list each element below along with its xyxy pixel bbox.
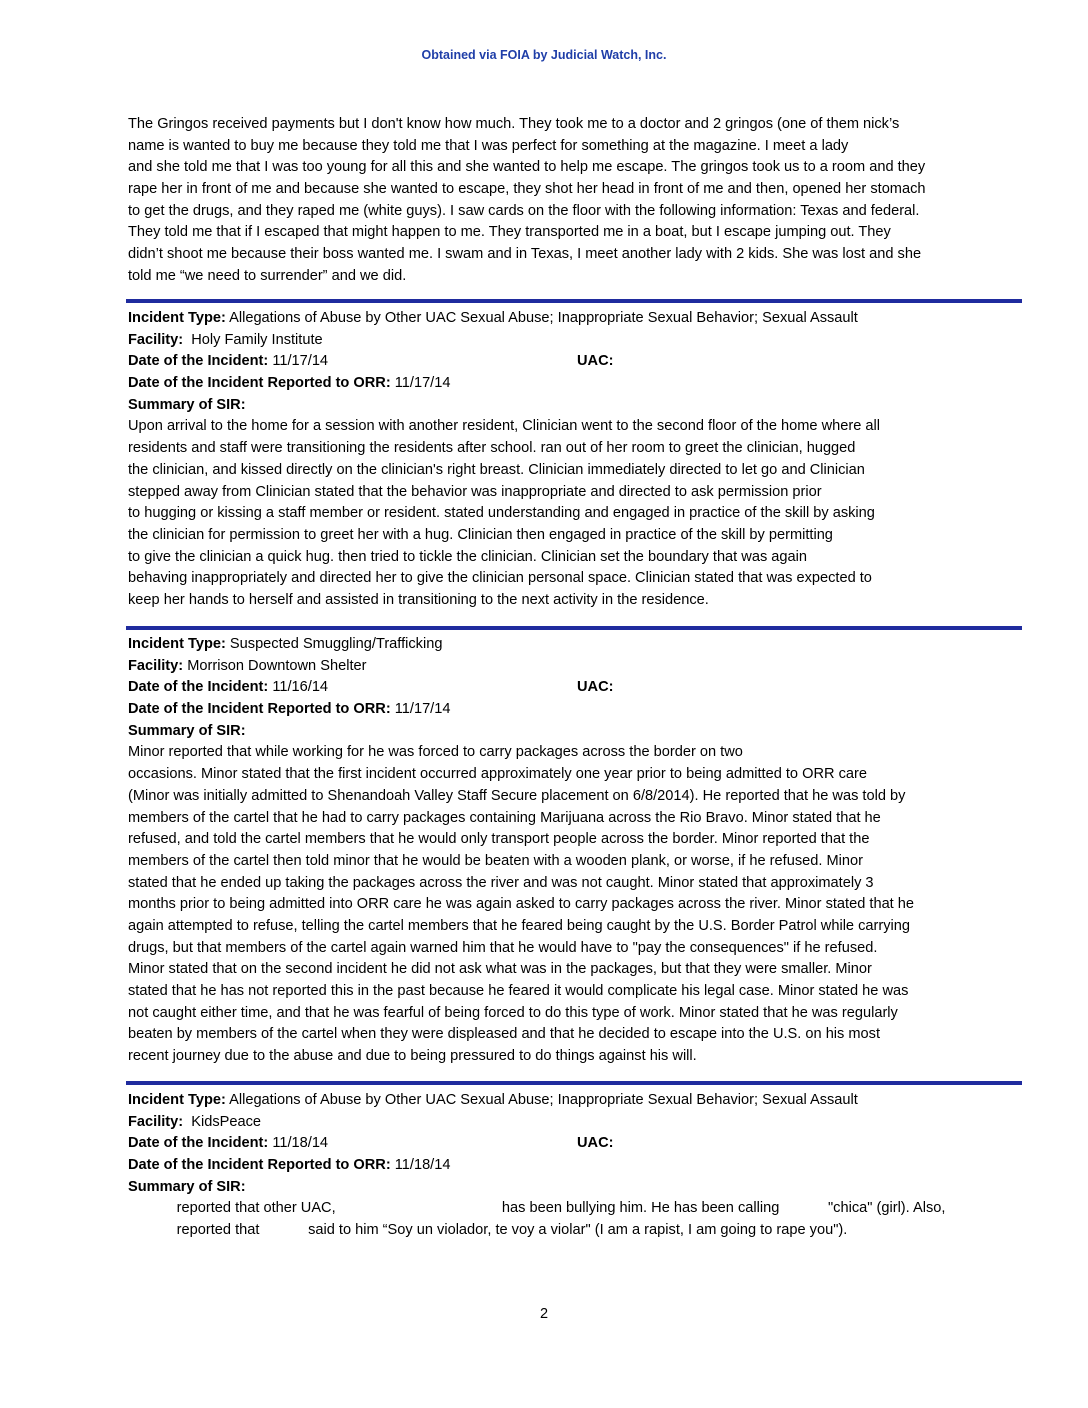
facility-row <box>128 656 1028 678</box>
date-value: 11/16/14 <box>272 679 329 696</box>
facility-row <box>128 330 1028 352</box>
text-line: recent journey due to the abuse and due to being pressured to do things against his will. <box>128 1048 697 1065</box>
reported-row <box>128 1155 1028 1177</box>
text-line: keep her hands to herself and assisted in transitioning to the next activity in the residence. <box>128 591 709 608</box>
facility-value: KidsPeace <box>191 1113 262 1130</box>
incident-type-row: Incident Type: Suspected Smuggling/Trafficking <box>128 636 443 652</box>
date-label: Date of the Incident: <box>128 1135 269 1152</box>
text-line: rape her in front of me and because she wanted to escape, they shot her head in front of me and then, opened her stomach <box>128 181 926 198</box>
incident-block <box>128 308 1028 612</box>
text-line: stated that he ended up taking the packages across the river and was not caught. Minor stated that approximately 3 <box>128 874 874 891</box>
uac-label: UAC: <box>577 1135 614 1152</box>
incident-type-label: Incident Type <box>128 310 221 326</box>
incident-type-value: Allegations of Abuse by Other UAC Sexual Abuse; Inappropriate Sexual Behavior; Sexual Assault <box>229 310 858 326</box>
page-number: 2 <box>539 1306 549 1322</box>
text-line: occasions. Minor stated that the first incident occurred approximately one year prior to being admitted to ORR care <box>128 766 867 783</box>
text-line: didn’t shoot me because their boss wanted me. I swam and in Texas, I meet another lady with 2 kids. She was lost and she <box>128 246 922 263</box>
foia-header: Obtained via FOIA by Judicial Watch, Inc. <box>421 48 667 62</box>
date-label: Date of the Incident: <box>128 353 269 370</box>
uac-label: UAC: <box>577 679 614 696</box>
reported-value: 11/17/14 <box>394 375 451 392</box>
reported-label: Date of the Incident Reported to ORR: <box>128 701 391 718</box>
date-row <box>128 351 1028 373</box>
text-line: the clinician for permission to greet her with a hug. Clinician then engaged in practice of the skill by permitting <box>128 526 833 543</box>
summary-label: Summary of SIR: <box>128 1178 246 1195</box>
text-line: the clinician, and kissed directly on the clinician's right breast. Clinician immediately directed to let go and Clinician <box>128 461 865 478</box>
facility-label: Facility: <box>128 1113 184 1130</box>
incident-type-row: Incident Type: Allegations of Abuse by Other UAC Sexual Abuse; Inappropriate Sexual Behavior; Sexual Assault <box>128 310 858 326</box>
facility-value: Holy Family Institute <box>191 331 323 348</box>
facility-label: Facility: <box>128 657 184 674</box>
summary-label: Summary of SIR: <box>128 722 246 739</box>
reported-label: Date of the Incident Reported to ORR: <box>128 1157 391 1174</box>
date-row <box>128 677 1028 699</box>
text-line: Minor reported that while working for he was forced to carry packages across the border on two <box>128 744 743 761</box>
text-line: Upon arrival to the home for a session with another resident, Clinician went to the second floor of the home where all <box>128 418 880 435</box>
incident-block <box>128 634 1028 1068</box>
section-divider <box>126 626 1022 630</box>
text-line: Minor stated that on the second incident he did not ask what was in the packages, but that they were smaller. Minor <box>128 961 872 978</box>
date-label: Date of the Incident: <box>128 679 269 696</box>
facility-value: Morrison Downtown Shelter <box>187 657 367 674</box>
text-line: drugs, but that members of the cartel again warned him that he would have to "pay the consequences" if he refused. <box>128 939 878 956</box>
text-line: refused, and told the cartel members that he would only transport people across the border. Minor reported that the <box>128 831 870 848</box>
uac-label: UAC: <box>577 353 614 370</box>
text-line: to give the clinician a quick hug. then tried to tickle the clinician. Clinician set the boundary that was again <box>128 548 808 565</box>
date-value: 11/17/14 <box>272 353 329 370</box>
incident-type-label: Incident Type <box>128 636 221 652</box>
facility-row <box>128 1112 1028 1134</box>
text-line: reported that other UAC, has been bullying him. He has been calling "chica" (girl). Also, <box>128 1200 946 1217</box>
text-line: behaving inappropriately and directed her to give the clinician personal space. Clinician stated that was expected to <box>128 570 872 587</box>
text-line: told me “we need to surrender” and we did. <box>128 267 407 284</box>
incident-type-value: Suspected Smuggling/Trafficking <box>229 636 443 652</box>
text-line: not caught either time, and that he was fearful of being forced to do this type of work. Minor stated that he was regularly <box>128 1004 898 1021</box>
incident-type-row: Incident Type: Allegations of Abuse by Other UAC Sexual Abuse; Inappropriate Sexual Behavior; Sexual Assault <box>128 1092 858 1108</box>
text-line: (Minor was initially admitted to Shenandoah Valley Staff Secure placement on 6/8/2014). He reported that he was told by <box>128 787 906 804</box>
text-line: stepped away from Clinician stated that the behavior was inappropriate and directed to ask permission prior <box>128 483 822 500</box>
text-line: stated that he has not reported this in the past because he feared it would complicate his legal case. Minor stated he was <box>128 983 909 999</box>
text-line: reported that said to him “Soy un violador, te voy a violar" (I am a rapist, I am going to rape you"). <box>128 1222 848 1239</box>
text-line: beaten by members of the cartel when they were displeased and that he decided to escape into the U.S. on his most <box>128 1026 881 1043</box>
date-row <box>128 1133 1028 1155</box>
text-line: The Gringos received payments but I don't know how much. They took me to a doctor and 2 gringos (one of them nick’s <box>128 116 900 132</box>
incident-block <box>128 1090 1028 1242</box>
text-line: months prior to being admitted into ORR care he was again asked to carry packages across the river. Minor stated that he <box>128 896 915 913</box>
incident-type-value: Allegations of Abuse by Other UAC Sexual Abuse; Inappropriate Sexual Behavior; Sexual Assault <box>229 1092 858 1108</box>
summary-label: Summary of SIR: <box>128 396 246 413</box>
text-line: name is wanted to buy me because they told me that I was perfect for something at the magazine. I meet a lady <box>128 137 849 154</box>
text-line: members of the cartel then told minor that he would be beaten with a wooden plank, or worse, if he refused. Minor <box>128 852 863 869</box>
text-line: They told me that if I escaped that might happen to me. They transported me in a boat, but I escape jumping out. They <box>128 224 891 241</box>
reported-value: 11/18/14 <box>394 1157 451 1174</box>
reported-label: Date of the Incident Reported to ORR: <box>128 375 391 392</box>
date-value: 11/18/14 <box>272 1135 329 1152</box>
incident-type-label: Incident Type <box>128 1092 221 1108</box>
section-divider <box>126 299 1022 303</box>
intro-paragraph <box>128 114 1028 288</box>
reported-value: 11/17/14 <box>394 701 451 718</box>
reported-row <box>128 373 1028 395</box>
text-line: members of the cartel that he had to carry packages containing Marijuana across the Rio Bravo. Minor stated that he <box>128 809 881 826</box>
text-line: again attempted to refuse, telling the cartel members that he feared being caught by the U.S. Border Patrol while carrying <box>128 917 911 934</box>
text-line: to get the drugs, and they raped me (white guys). I saw cards on the floor with the following information: Texas and federal. <box>128 202 920 219</box>
section-divider <box>126 1081 1022 1085</box>
text-line: and she told me that I was too young for all this and she wanted to help me escape. The gringos took us to a room and they <box>128 159 926 176</box>
text-line: residents and staff were transitioning the residents after school. ran out of her room to greet the clinician, hugged <box>128 440 856 457</box>
text-line: to hugging or kissing a staff member or resident. stated understanding and engaged in practice of the skill by asking <box>128 505 875 522</box>
facility-label: Facility: <box>128 331 184 348</box>
reported-row <box>128 699 1028 721</box>
